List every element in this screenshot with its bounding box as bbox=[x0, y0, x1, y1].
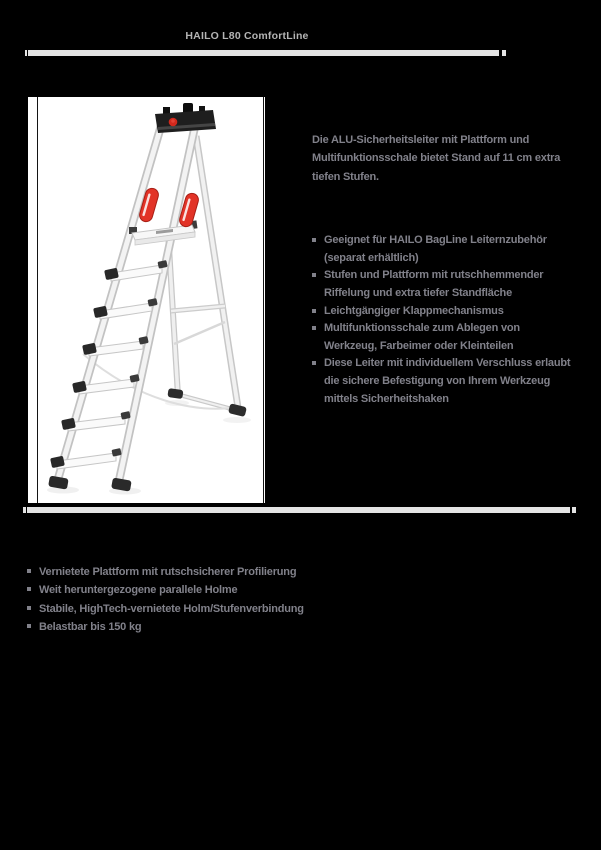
feature-item bbox=[312, 267, 572, 302]
description-column bbox=[312, 131, 572, 408]
divider-bar bbox=[28, 50, 499, 56]
spec-section bbox=[27, 563, 567, 637]
spec-text: Belastbar bis 150 kg bbox=[39, 621, 142, 634]
feature-item bbox=[312, 303, 572, 321]
feature-text: Leichtgängiger Klappmechanismus bbox=[324, 304, 504, 317]
divider-bar bbox=[27, 507, 570, 513]
spec-list bbox=[27, 563, 567, 637]
product-image-panel bbox=[28, 97, 265, 503]
feature-text: Geeignet für HAILO BagLine Leiternzubehör (separat erhältlich) bbox=[324, 234, 547, 264]
spec-text: Weit heruntergezogene parallele Holme bbox=[39, 584, 238, 597]
feature-item bbox=[312, 320, 572, 355]
ladder-grips bbox=[138, 187, 200, 228]
spec-text: Vernietete Plattform mit rutschsicherer Profilierung bbox=[39, 566, 297, 578]
intro-text: Die ALU-Sicherheitsleiter mit Plattform und Multifunktionsschale bietet Stand auf 11 cm extra tiefen Stufen. bbox=[312, 134, 561, 183]
feature-text: Stufen und Plattform mit rutschhemmender Riffelung und extra tiefer Standfläche bbox=[324, 269, 544, 299]
page-title: HAILO L80 ComfortLine bbox=[185, 30, 309, 42]
feature-item bbox=[312, 232, 572, 267]
feature-text: Diese Leiter mit individuellem Verschluss erlaubt die sichere Befestigung von Ihrem Werkzeug mittels Sicherheitshaken bbox=[324, 357, 571, 405]
spec-text: Stabile, HighTech-vernietete Holm/Stufenverbindung bbox=[39, 602, 304, 615]
header-divider bbox=[0, 50, 601, 56]
section-divider bbox=[0, 507, 601, 513]
divider-end-tick bbox=[502, 50, 506, 56]
feature-item bbox=[312, 355, 572, 408]
divider-end-tick bbox=[23, 507, 26, 513]
spec-item bbox=[27, 618, 567, 636]
ladder-photo bbox=[37, 98, 264, 503]
spec-item bbox=[27, 600, 567, 618]
ladder-tray bbox=[155, 103, 216, 133]
spec-item bbox=[27, 581, 567, 599]
divider-end-tick bbox=[25, 50, 27, 56]
feature-list bbox=[312, 232, 572, 408]
feature-text: Multifunktionsschale zum Ablegen von Werkzeug, Farbeimer oder Kleinteilen bbox=[324, 322, 520, 352]
divider-end-tick bbox=[572, 507, 576, 513]
spec-item bbox=[27, 563, 567, 581]
